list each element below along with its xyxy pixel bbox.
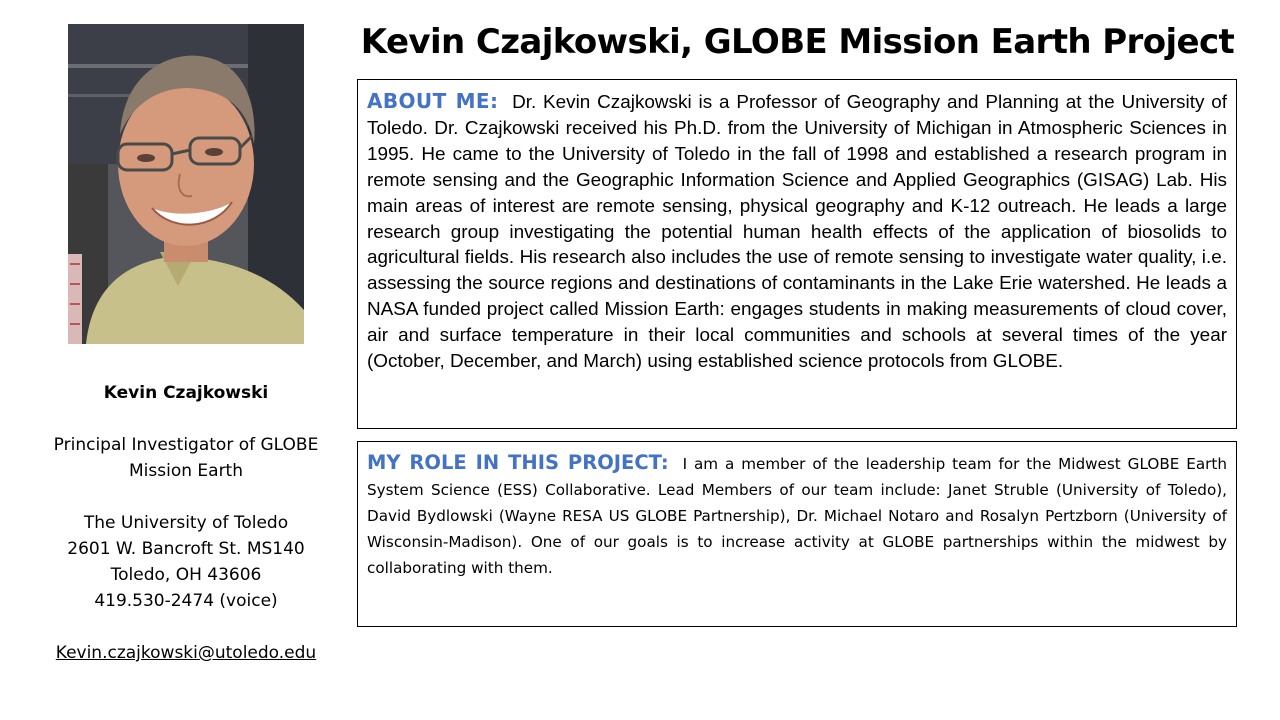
contact-name: Kevin Czajkowski bbox=[103, 383, 269, 403]
contact-role: Principal Investigator of GLOBE Mission Earth bbox=[53, 435, 319, 481]
portrait-photo bbox=[68, 24, 304, 344]
page-title: Kevin Czajkowski, GLOBE Mission Earth Project bbox=[360, 22, 1235, 62]
project-role-heading: MY ROLE IN THIS PROJECT: bbox=[367, 451, 669, 474]
contact-card bbox=[40, 380, 332, 666]
about-me-heading: ABOUT ME: bbox=[367, 89, 499, 113]
contact-email-link[interactable]: Kevin.czajkowski@utoledo.edu bbox=[55, 643, 317, 663]
contact-institution: The University of Toledo bbox=[83, 513, 289, 533]
contact-phone: 419.530-2474 (voice) bbox=[94, 591, 278, 611]
contact-city: Toledo, OH 43606 bbox=[110, 565, 262, 585]
project-role-box bbox=[357, 441, 1237, 627]
about-me-box bbox=[357, 79, 1237, 429]
about-me-text: Dr. Kevin Czajkowski is a Professor of Geography and Planning at the University of Toledo. Dr. Czajkowski received his Ph.D. from the University of Michigan in Atmospheric Sciences in 1995. He came to the University of Toledo in the fall of 1998 and established a research program in remote sensing and the Geographic Information Science and Applied Geographics (GISAG) Lab. His main areas of interest are remote sensing, physical geography and K-12 outreach. He leads a large research group investigating the potential human health effects of the application of biosolids to agricultural fields. His research also includes the use of remote sensing to investigate water quality, i.e. assessing the source regions and destinations of contaminants in the Lake Erie watershed. He leads a NASA funded project called Mission Earth: engages students in making measurements of cloud cover, air and surface temperature in their local communities and schools at several times of the year (October, December, and March) using established science protocols from GLOBE. bbox=[367, 92, 1227, 373]
contact-street: 2601 W. Bancroft St. MS140 bbox=[67, 539, 305, 559]
project-role-text: I am a member of the leadership team for the Midwest GLOBE Earth System Science (ESS) Collaborative. Lead Members of our team include: Janet Struble (University of Toledo), David Bydlowski (Wayne RESA US GLOBE Partnership), Dr. Michael Notaro and Rosalyn Pertzborn (University of Wisconsin-Madison). One of our goals is to increase activity at GLOBE partnerships within the midwest by collaborating with them. bbox=[367, 455, 1227, 577]
